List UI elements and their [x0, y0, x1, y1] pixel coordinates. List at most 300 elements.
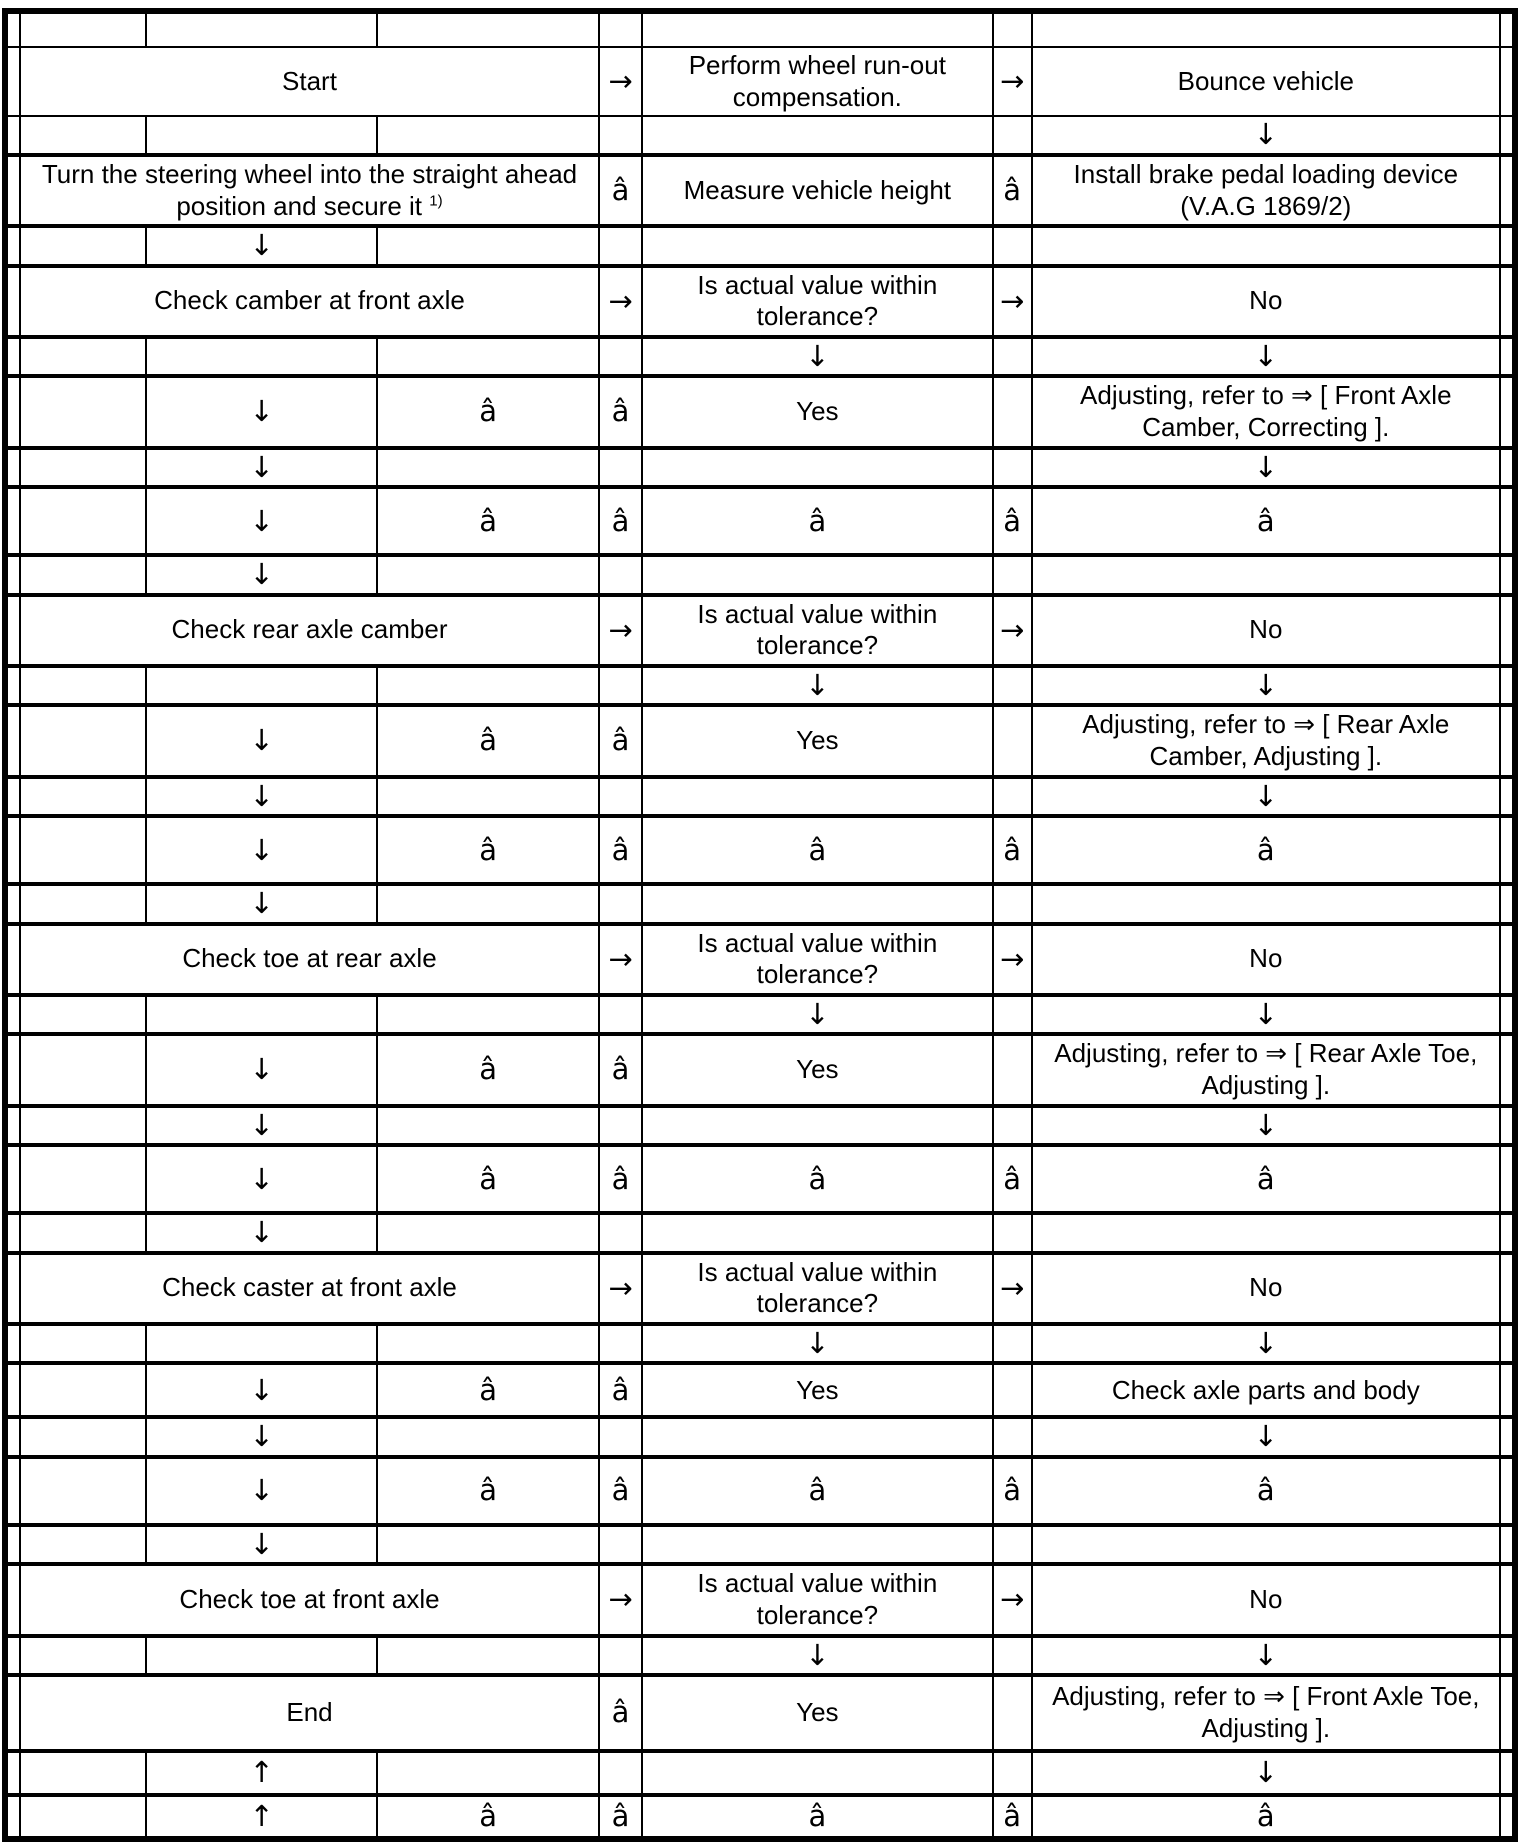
arrow-down-icon: ↓ — [1032, 995, 1500, 1034]
arrow-down-icon: ↓ — [1032, 337, 1500, 376]
empty-cell — [5, 11, 20, 47]
empty-cell — [993, 376, 1032, 447]
step-turn-steering-wheel: Turn the steering wheel into the straight ahead position and secure it $^{1)}$ — [20, 155, 599, 226]
empty-cell — [5, 1324, 20, 1363]
empty-cell — [1500, 705, 1515, 776]
empty-cell — [1500, 1145, 1515, 1213]
arrow-down-icon: ↓ — [642, 666, 992, 705]
empty-cell — [146, 116, 378, 154]
a-circumflex-glyph: â — [993, 487, 1032, 555]
question-within-tolerance: Is actual value within tolerance? — [642, 1564, 992, 1635]
step-check-toe-rear-axle: Check toe at rear axle — [20, 924, 599, 995]
arrow-down-icon: ↓ — [642, 337, 992, 376]
empty-cell — [993, 1324, 1032, 1363]
empty-cell — [993, 1034, 1032, 1105]
arrow-right-icon: → — [993, 924, 1032, 995]
empty-cell — [5, 487, 20, 555]
empty-cell — [20, 226, 146, 265]
empty-cell — [20, 1213, 146, 1252]
action-adjust-rear-axle-toe: Adjusting, refer to ⇒ [ Rear Axle Toe, Adjusting ]. — [1032, 1034, 1500, 1105]
flowchart-row — [5, 11, 1515, 47]
answer-yes: Yes — [642, 1363, 992, 1417]
empty-cell — [599, 1417, 642, 1456]
a-circumflex-glyph: â — [377, 1795, 598, 1839]
empty-cell — [993, 884, 1032, 923]
answer-yes: Yes — [642, 705, 992, 776]
empty-cell — [1500, 1795, 1515, 1839]
arrow-right-icon: → — [599, 1253, 642, 1324]
empty-cell — [993, 1417, 1032, 1456]
empty-cell — [993, 777, 1032, 816]
empty-cell — [1032, 11, 1500, 47]
empty-cell — [20, 777, 146, 816]
empty-cell — [1500, 884, 1515, 923]
empty-cell — [1500, 995, 1515, 1034]
empty-cell — [5, 226, 20, 265]
empty-cell — [1500, 376, 1515, 447]
empty-cell — [146, 666, 378, 705]
question-within-tolerance: Is actual value within tolerance? — [642, 266, 992, 337]
arrow-right-icon: → — [993, 1564, 1032, 1635]
empty-cell — [5, 1145, 20, 1213]
arrow-down-icon: ↓ — [146, 1525, 378, 1564]
empty-cell — [20, 1145, 146, 1213]
empty-cell — [5, 595, 20, 666]
empty-cell — [599, 777, 642, 816]
a-circumflex-glyph: â — [377, 1145, 598, 1213]
empty-cell — [1500, 595, 1515, 666]
arrow-down-icon: ↓ — [146, 1145, 378, 1213]
empty-cell — [5, 155, 20, 226]
arrow-down-icon: ↓ — [642, 995, 992, 1034]
empty-cell — [20, 337, 146, 376]
empty-cell — [20, 376, 146, 447]
empty-cell — [5, 376, 20, 447]
flowchart-row — [5, 47, 1515, 116]
empty-cell — [993, 337, 1032, 376]
flowchart-row — [5, 1636, 1515, 1675]
empty-cell — [5, 1525, 20, 1564]
a-circumflex-glyph: â — [599, 155, 642, 226]
empty-cell — [20, 116, 146, 154]
empty-cell — [5, 1034, 20, 1105]
empty-cell — [1500, 1034, 1515, 1105]
flowchart-row — [5, 666, 1515, 705]
a-circumflex-glyph: â — [599, 1457, 642, 1525]
empty-cell — [377, 1751, 598, 1795]
a-circumflex-glyph: â — [599, 1034, 642, 1105]
empty-cell — [377, 777, 598, 816]
flowchart-row — [5, 1751, 1515, 1795]
flowchart-row — [5, 555, 1515, 594]
flowchart-row — [5, 337, 1515, 376]
a-circumflex-glyph: â — [642, 1145, 992, 1213]
empty-cell — [599, 337, 642, 376]
empty-cell — [1500, 1417, 1515, 1456]
flowchart-row — [5, 266, 1515, 337]
empty-cell — [993, 555, 1032, 594]
empty-cell — [599, 666, 642, 705]
empty-cell — [993, 226, 1032, 265]
step-wheel-runout-compensation: Perform wheel run-out compensation. — [642, 47, 992, 116]
a-circumflex-glyph: â — [993, 155, 1032, 226]
flowchart-row — [5, 1145, 1515, 1213]
question-within-tolerance: Is actual value within tolerance? — [642, 924, 992, 995]
arrow-down-icon: ↓ — [146, 1417, 378, 1456]
action-adjust-front-axle-toe: Adjusting, refer to ⇒ [ Front Axle Toe, Adjusting ]. — [1032, 1675, 1500, 1751]
flowchart-body — [5, 11, 1515, 1839]
empty-cell — [993, 666, 1032, 705]
empty-cell — [377, 1213, 598, 1252]
empty-cell — [599, 226, 642, 265]
empty-cell — [642, 116, 992, 154]
arrow-down-icon: ↓ — [146, 487, 378, 555]
empty-cell — [642, 1751, 992, 1795]
empty-cell — [1500, 116, 1515, 154]
flowchart-row — [5, 1213, 1515, 1252]
empty-cell — [5, 1751, 20, 1795]
empty-cell — [5, 1564, 20, 1635]
empty-cell — [642, 448, 992, 487]
empty-cell — [1500, 1213, 1515, 1252]
empty-cell — [642, 1106, 992, 1145]
empty-cell — [599, 995, 642, 1034]
a-circumflex-glyph: â — [377, 1363, 598, 1417]
answer-no: No — [1032, 1253, 1500, 1324]
arrow-up-icon: ↑ — [146, 1751, 378, 1795]
flowchart-row — [5, 226, 1515, 265]
empty-cell — [20, 995, 146, 1034]
empty-cell — [20, 816, 146, 884]
arrow-right-icon: → — [599, 266, 642, 337]
empty-cell — [1032, 555, 1500, 594]
arrow-down-icon: ↓ — [1032, 666, 1500, 705]
empty-cell — [20, 1795, 146, 1839]
empty-cell — [642, 777, 992, 816]
empty-cell — [377, 448, 598, 487]
empty-cell — [1500, 487, 1515, 555]
empty-cell — [20, 1636, 146, 1675]
arrow-right-icon: → — [993, 47, 1032, 116]
empty-cell — [599, 555, 642, 594]
empty-cell — [377, 1636, 598, 1675]
empty-cell — [993, 1636, 1032, 1675]
a-circumflex-glyph: â — [377, 705, 598, 776]
empty-cell — [5, 705, 20, 776]
arrow-down-icon: ↓ — [146, 376, 378, 447]
empty-cell — [642, 1417, 992, 1456]
answer-yes: Yes — [642, 376, 992, 447]
empty-cell — [5, 116, 20, 154]
question-within-tolerance: Is actual value within tolerance? — [642, 595, 992, 666]
empty-cell — [1032, 884, 1500, 923]
a-circumflex-glyph: â — [1032, 816, 1500, 884]
empty-cell — [20, 1751, 146, 1795]
answer-yes: Yes — [642, 1675, 992, 1751]
flowchart-row — [5, 816, 1515, 884]
arrow-down-icon: ↓ — [146, 1034, 378, 1105]
empty-cell — [642, 11, 992, 47]
arrow-down-icon: ↓ — [146, 1457, 378, 1525]
empty-cell — [20, 666, 146, 705]
empty-cell — [20, 1106, 146, 1145]
empty-cell — [5, 47, 20, 116]
empty-cell — [1500, 1525, 1515, 1564]
flowchart-row — [5, 116, 1515, 154]
empty-cell — [1500, 1324, 1515, 1363]
a-circumflex-glyph: â — [993, 816, 1032, 884]
a-circumflex-glyph: â — [993, 1795, 1032, 1839]
step-check-camber-front-axle: Check camber at front axle — [20, 266, 599, 337]
empty-cell — [5, 666, 20, 705]
arrow-down-icon: ↓ — [146, 1213, 378, 1252]
empty-cell — [642, 884, 992, 923]
empty-cell — [377, 1324, 598, 1363]
empty-cell — [1500, 1636, 1515, 1675]
arrow-right-icon: → — [599, 1564, 642, 1635]
empty-cell — [1500, 666, 1515, 705]
flowchart-row — [5, 1675, 1515, 1751]
empty-cell — [1032, 1525, 1500, 1564]
arrow-down-icon: ↓ — [1032, 1324, 1500, 1363]
arrow-down-icon: ↓ — [146, 1363, 378, 1417]
empty-cell — [1032, 1213, 1500, 1252]
empty-cell — [599, 884, 642, 923]
arrow-right-icon: → — [993, 1253, 1032, 1324]
a-circumflex-glyph: â — [599, 705, 642, 776]
empty-cell — [20, 1525, 146, 1564]
empty-cell — [5, 1106, 20, 1145]
empty-cell — [5, 1795, 20, 1839]
arrow-down-icon: ↓ — [146, 226, 378, 265]
empty-cell — [599, 1213, 642, 1252]
step-measure-vehicle-height: Measure vehicle height — [642, 155, 992, 226]
a-circumflex-glyph: â — [599, 1795, 642, 1839]
flowchart-row — [5, 1795, 1515, 1839]
empty-cell — [5, 448, 20, 487]
empty-cell — [20, 555, 146, 594]
empty-cell — [377, 226, 598, 265]
empty-cell — [993, 1213, 1032, 1252]
empty-cell — [146, 1324, 378, 1363]
empty-cell — [599, 1636, 642, 1675]
a-circumflex-glyph: â — [993, 1145, 1032, 1213]
a-circumflex-glyph: â — [1032, 487, 1500, 555]
empty-cell — [377, 555, 598, 594]
empty-cell — [1500, 1253, 1515, 1324]
answer-no: No — [1032, 595, 1500, 666]
empty-cell — [993, 1525, 1032, 1564]
empty-cell — [599, 11, 642, 47]
empty-cell — [5, 1253, 20, 1324]
empty-cell — [20, 1034, 146, 1105]
a-circumflex-glyph: â — [599, 1675, 642, 1751]
step-bounce-vehicle: Bounce vehicle — [1032, 47, 1500, 116]
flowchart-row — [5, 924, 1515, 995]
arrow-right-icon: → — [599, 595, 642, 666]
empty-cell — [20, 1457, 146, 1525]
empty-cell — [5, 1636, 20, 1675]
flowchart-row — [5, 595, 1515, 666]
flowchart-row — [5, 1564, 1515, 1635]
empty-cell — [993, 1106, 1032, 1145]
empty-cell — [146, 337, 378, 376]
a-circumflex-glyph: â — [642, 1795, 992, 1839]
empty-cell — [993, 1751, 1032, 1795]
empty-cell — [1500, 11, 1515, 47]
empty-cell — [1500, 155, 1515, 226]
empty-cell — [993, 1675, 1032, 1751]
empty-cell — [5, 995, 20, 1034]
flowchart-row — [5, 705, 1515, 776]
empty-cell — [1500, 1457, 1515, 1525]
flowchart-row — [5, 448, 1515, 487]
step-end: End — [20, 1675, 599, 1751]
empty-cell — [5, 884, 20, 923]
arrow-down-icon: ↓ — [146, 705, 378, 776]
empty-cell — [20, 448, 146, 487]
empty-cell — [5, 777, 20, 816]
empty-cell — [20, 1417, 146, 1456]
empty-cell — [5, 266, 20, 337]
flowchart-row — [5, 376, 1515, 447]
a-circumflex-glyph: â — [377, 487, 598, 555]
a-circumflex-glyph: â — [642, 816, 992, 884]
empty-cell — [5, 816, 20, 884]
empty-cell — [1500, 1363, 1515, 1417]
action-check-axle-parts-and-body: Check axle parts and body — [1032, 1363, 1500, 1417]
empty-cell — [1500, 1106, 1515, 1145]
arrow-right-icon: → — [599, 47, 642, 116]
arrow-down-icon: ↓ — [1032, 1636, 1500, 1675]
empty-cell — [377, 116, 598, 154]
flowchart-row — [5, 777, 1515, 816]
empty-cell — [599, 1525, 642, 1564]
empty-cell — [1500, 1564, 1515, 1635]
empty-cell — [20, 1363, 146, 1417]
a-circumflex-glyph: â — [377, 1457, 598, 1525]
a-circumflex-glyph: â — [1032, 1457, 1500, 1525]
empty-cell — [146, 1636, 378, 1675]
a-circumflex-glyph: â — [377, 376, 598, 447]
a-circumflex-glyph: â — [599, 487, 642, 555]
flowchart-row — [5, 1417, 1515, 1456]
step-start: Start — [20, 47, 599, 116]
empty-cell — [1500, 1751, 1515, 1795]
empty-cell — [1500, 448, 1515, 487]
arrow-down-icon: ↓ — [1032, 448, 1500, 487]
empty-cell — [146, 995, 378, 1034]
action-adjust-front-axle-camber: Adjusting, refer to ⇒ [ Front Axle Camber, Correcting ]. — [1032, 376, 1500, 447]
flowchart-row — [5, 487, 1515, 555]
empty-cell — [20, 884, 146, 923]
empty-cell — [642, 1525, 992, 1564]
a-circumflex-glyph: â — [993, 1457, 1032, 1525]
empty-cell — [599, 116, 642, 154]
empty-cell — [599, 1751, 642, 1795]
question-within-tolerance: Is actual value within tolerance? — [642, 1253, 992, 1324]
arrow-down-icon: ↓ — [146, 816, 378, 884]
empty-cell — [1032, 226, 1500, 265]
empty-cell — [377, 337, 598, 376]
arrow-down-icon: ↓ — [146, 448, 378, 487]
empty-cell — [642, 1213, 992, 1252]
empty-cell — [5, 337, 20, 376]
arrow-down-icon: ↓ — [1032, 1106, 1500, 1145]
arrow-down-icon: ↓ — [1032, 1417, 1500, 1456]
empty-cell — [5, 1213, 20, 1252]
empty-cell — [642, 555, 992, 594]
a-circumflex-glyph: â — [599, 816, 642, 884]
arrow-down-icon: ↓ — [146, 884, 378, 923]
empty-cell — [5, 1417, 20, 1456]
flowchart-row — [5, 1525, 1515, 1564]
empty-cell — [1500, 1675, 1515, 1751]
empty-cell — [5, 924, 20, 995]
answer-yes: Yes — [642, 1034, 992, 1105]
empty-cell — [993, 11, 1032, 47]
arrow-right-icon: → — [993, 266, 1032, 337]
step-check-rear-axle-camber: Check rear axle camber — [20, 595, 599, 666]
empty-cell — [377, 666, 598, 705]
empty-cell — [1500, 266, 1515, 337]
empty-cell — [1500, 226, 1515, 265]
empty-cell — [20, 705, 146, 776]
a-circumflex-glyph: â — [377, 816, 598, 884]
empty-cell — [5, 1457, 20, 1525]
a-circumflex-glyph: â — [377, 1034, 598, 1105]
empty-cell — [5, 555, 20, 594]
arrow-down-icon: ↓ — [642, 1636, 992, 1675]
action-adjust-rear-axle-camber: Adjusting, refer to ⇒ [ Rear Axle Camber, Adjusting ]. — [1032, 705, 1500, 776]
arrow-up-icon: ↑ — [146, 1795, 378, 1839]
arrow-down-icon: ↓ — [1032, 1751, 1500, 1795]
arrow-down-icon: ↓ — [146, 1106, 378, 1145]
flowchart-row — [5, 1253, 1515, 1324]
step-check-toe-front-axle: Check toe at front axle — [20, 1564, 599, 1635]
empty-cell — [20, 11, 146, 47]
empty-cell — [1500, 924, 1515, 995]
empty-cell — [993, 448, 1032, 487]
empty-cell — [377, 995, 598, 1034]
empty-cell — [377, 1417, 598, 1456]
arrow-down-icon: ↓ — [146, 777, 378, 816]
empty-cell — [993, 995, 1032, 1034]
empty-cell — [599, 1324, 642, 1363]
empty-cell — [20, 487, 146, 555]
a-circumflex-glyph: â — [599, 1363, 642, 1417]
answer-no: No — [1032, 924, 1500, 995]
empty-cell — [5, 1363, 20, 1417]
flowchart-row — [5, 884, 1515, 923]
empty-cell — [377, 884, 598, 923]
empty-cell — [377, 1525, 598, 1564]
empty-cell — [1500, 337, 1515, 376]
flowchart-row — [5, 995, 1515, 1034]
arrow-down-icon: ↓ — [1032, 777, 1500, 816]
empty-cell — [1500, 555, 1515, 594]
wheel-alignment-flowchart-table — [2, 8, 1518, 1842]
arrow-down-icon: ↓ — [1032, 116, 1500, 154]
flowchart-row — [5, 155, 1515, 226]
arrow-down-icon: ↓ — [146, 555, 378, 594]
flowchart-row — [5, 1457, 1515, 1525]
answer-no: No — [1032, 266, 1500, 337]
a-circumflex-glyph: â — [642, 487, 992, 555]
flowchart-row — [5, 1363, 1515, 1417]
empty-cell — [993, 116, 1032, 154]
empty-cell — [377, 11, 598, 47]
